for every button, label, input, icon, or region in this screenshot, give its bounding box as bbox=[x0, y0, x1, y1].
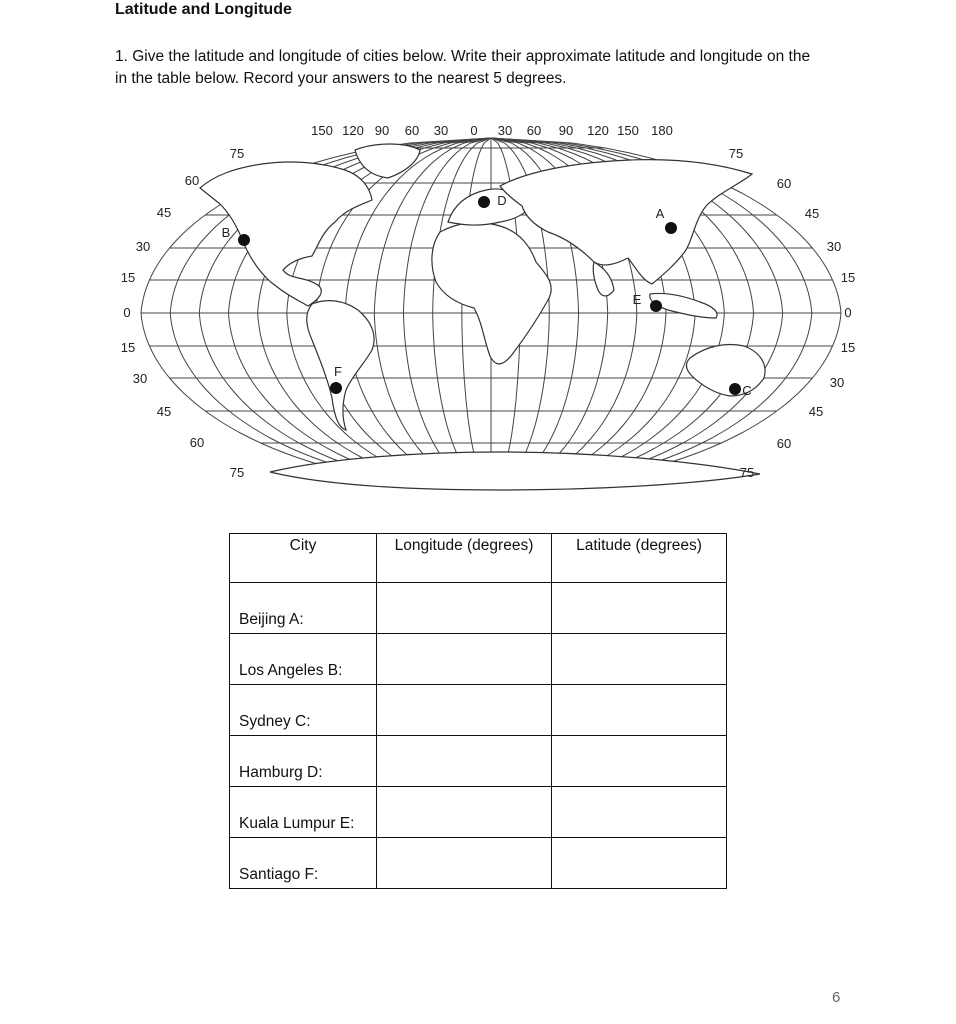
longitude-label: 30 bbox=[497, 123, 513, 138]
city-header: City bbox=[230, 534, 377, 583]
latitude-label-left: 0 bbox=[123, 305, 131, 320]
longitude-label: 120 bbox=[587, 123, 609, 138]
longitude-label: 120 bbox=[342, 123, 364, 138]
continents bbox=[200, 144, 765, 490]
latitude-label-right: 30 bbox=[829, 375, 845, 390]
latitude-label-left: 30 bbox=[135, 239, 151, 254]
city-cell: Santiago F: bbox=[230, 838, 377, 889]
latitude-label-left: 30 bbox=[132, 371, 148, 386]
latitude-label-left: 15 bbox=[120, 270, 136, 285]
latitude-cell[interactable] bbox=[552, 583, 727, 634]
longitude-cell[interactable] bbox=[377, 634, 552, 685]
city-dot-a bbox=[665, 222, 677, 234]
city-letter-f: F bbox=[334, 364, 342, 379]
table-row bbox=[230, 787, 727, 838]
latitude-label-right: 15 bbox=[840, 340, 856, 355]
latitude-label-right: 30 bbox=[826, 239, 842, 254]
latitude-label-right: 45 bbox=[804, 206, 820, 221]
city-letter-e: E bbox=[632, 292, 642, 307]
latitude-label-left: 15 bbox=[120, 340, 136, 355]
latitude-cell[interactable] bbox=[552, 787, 727, 838]
latitude-cell[interactable] bbox=[552, 838, 727, 889]
latitude-label-right: 60 bbox=[776, 436, 792, 451]
longitude-label: 30 bbox=[433, 123, 449, 138]
city-cell: Beijing A: bbox=[230, 583, 377, 634]
city-cell: Hamburg D: bbox=[230, 736, 377, 787]
city-dot-e bbox=[650, 300, 662, 312]
city-letter-a: A bbox=[655, 206, 665, 221]
city-letter-d: D bbox=[497, 193, 507, 208]
latitude-cell[interactable] bbox=[552, 736, 727, 787]
longitude-label: 150 bbox=[617, 123, 639, 138]
table-row bbox=[230, 838, 727, 889]
australia bbox=[686, 345, 765, 397]
africa bbox=[432, 223, 551, 364]
city-letter-c: C bbox=[742, 383, 752, 398]
antarctica bbox=[270, 452, 760, 490]
latitude-label-right: 15 bbox=[840, 270, 856, 285]
latitude-label-right: 45 bbox=[808, 404, 824, 419]
longitude-cell[interactable] bbox=[377, 685, 552, 736]
latitude-header: Latitude (degrees) bbox=[552, 534, 727, 583]
latitude-cell[interactable] bbox=[552, 685, 727, 736]
table-row bbox=[230, 736, 727, 787]
table-row bbox=[230, 685, 727, 736]
longitude-label: 90 bbox=[374, 123, 390, 138]
city-dot-c bbox=[729, 383, 741, 395]
latitude-label-left: 45 bbox=[156, 404, 172, 419]
page-title: Latitude and Longitude bbox=[115, 1, 292, 18]
longitude-cell[interactable] bbox=[377, 736, 552, 787]
latitude-label-left: 60 bbox=[189, 435, 205, 450]
city-cell: Kuala Lumpur E: bbox=[230, 787, 377, 838]
city-dot-d bbox=[478, 196, 490, 208]
longitude-label: 150 bbox=[311, 123, 333, 138]
longitude-cell[interactable] bbox=[377, 787, 552, 838]
instructions: 1. Give the latitude and longitude of cities below. Write their approximate latitude and longitude on the in the table below. Record your answers to the nearest 5 degrees. bbox=[115, 48, 811, 87]
city-dot-b bbox=[238, 234, 250, 246]
page-number: 6 bbox=[832, 989, 841, 1006]
india bbox=[593, 262, 614, 296]
longitude-label: 0 bbox=[470, 123, 478, 138]
longitude-label: 90 bbox=[558, 123, 574, 138]
table-row bbox=[230, 583, 727, 634]
latitude-label-left: 60 bbox=[184, 173, 200, 188]
table-row bbox=[230, 634, 727, 685]
latitude-label-left: 75 bbox=[229, 146, 245, 161]
city-dot-f bbox=[330, 382, 342, 394]
latitude-label-right: 75 bbox=[739, 465, 755, 480]
latitude-label-left: 45 bbox=[156, 205, 172, 220]
city-cell: Sydney C: bbox=[230, 685, 377, 736]
longitude-cell[interactable] bbox=[377, 583, 552, 634]
latitude-label-right: 60 bbox=[776, 176, 792, 191]
longitude-header: Longitude (degrees) bbox=[377, 534, 552, 583]
city-letter-b: B bbox=[221, 225, 231, 240]
latitude-label-right: 0 bbox=[844, 305, 852, 320]
longitude-label: 180 bbox=[651, 123, 673, 138]
city-cell: Los Angeles B: bbox=[230, 634, 377, 685]
latitude-cell[interactable] bbox=[552, 634, 727, 685]
answer-table bbox=[229, 533, 727, 889]
table-header-row bbox=[230, 534, 727, 583]
greenland bbox=[355, 144, 420, 178]
longitude-cell[interactable] bbox=[377, 838, 552, 889]
longitude-label: 60 bbox=[404, 123, 420, 138]
longitude-label: 60 bbox=[526, 123, 542, 138]
latitude-label-left: 75 bbox=[229, 465, 245, 480]
latitude-label-right: 75 bbox=[728, 146, 744, 161]
